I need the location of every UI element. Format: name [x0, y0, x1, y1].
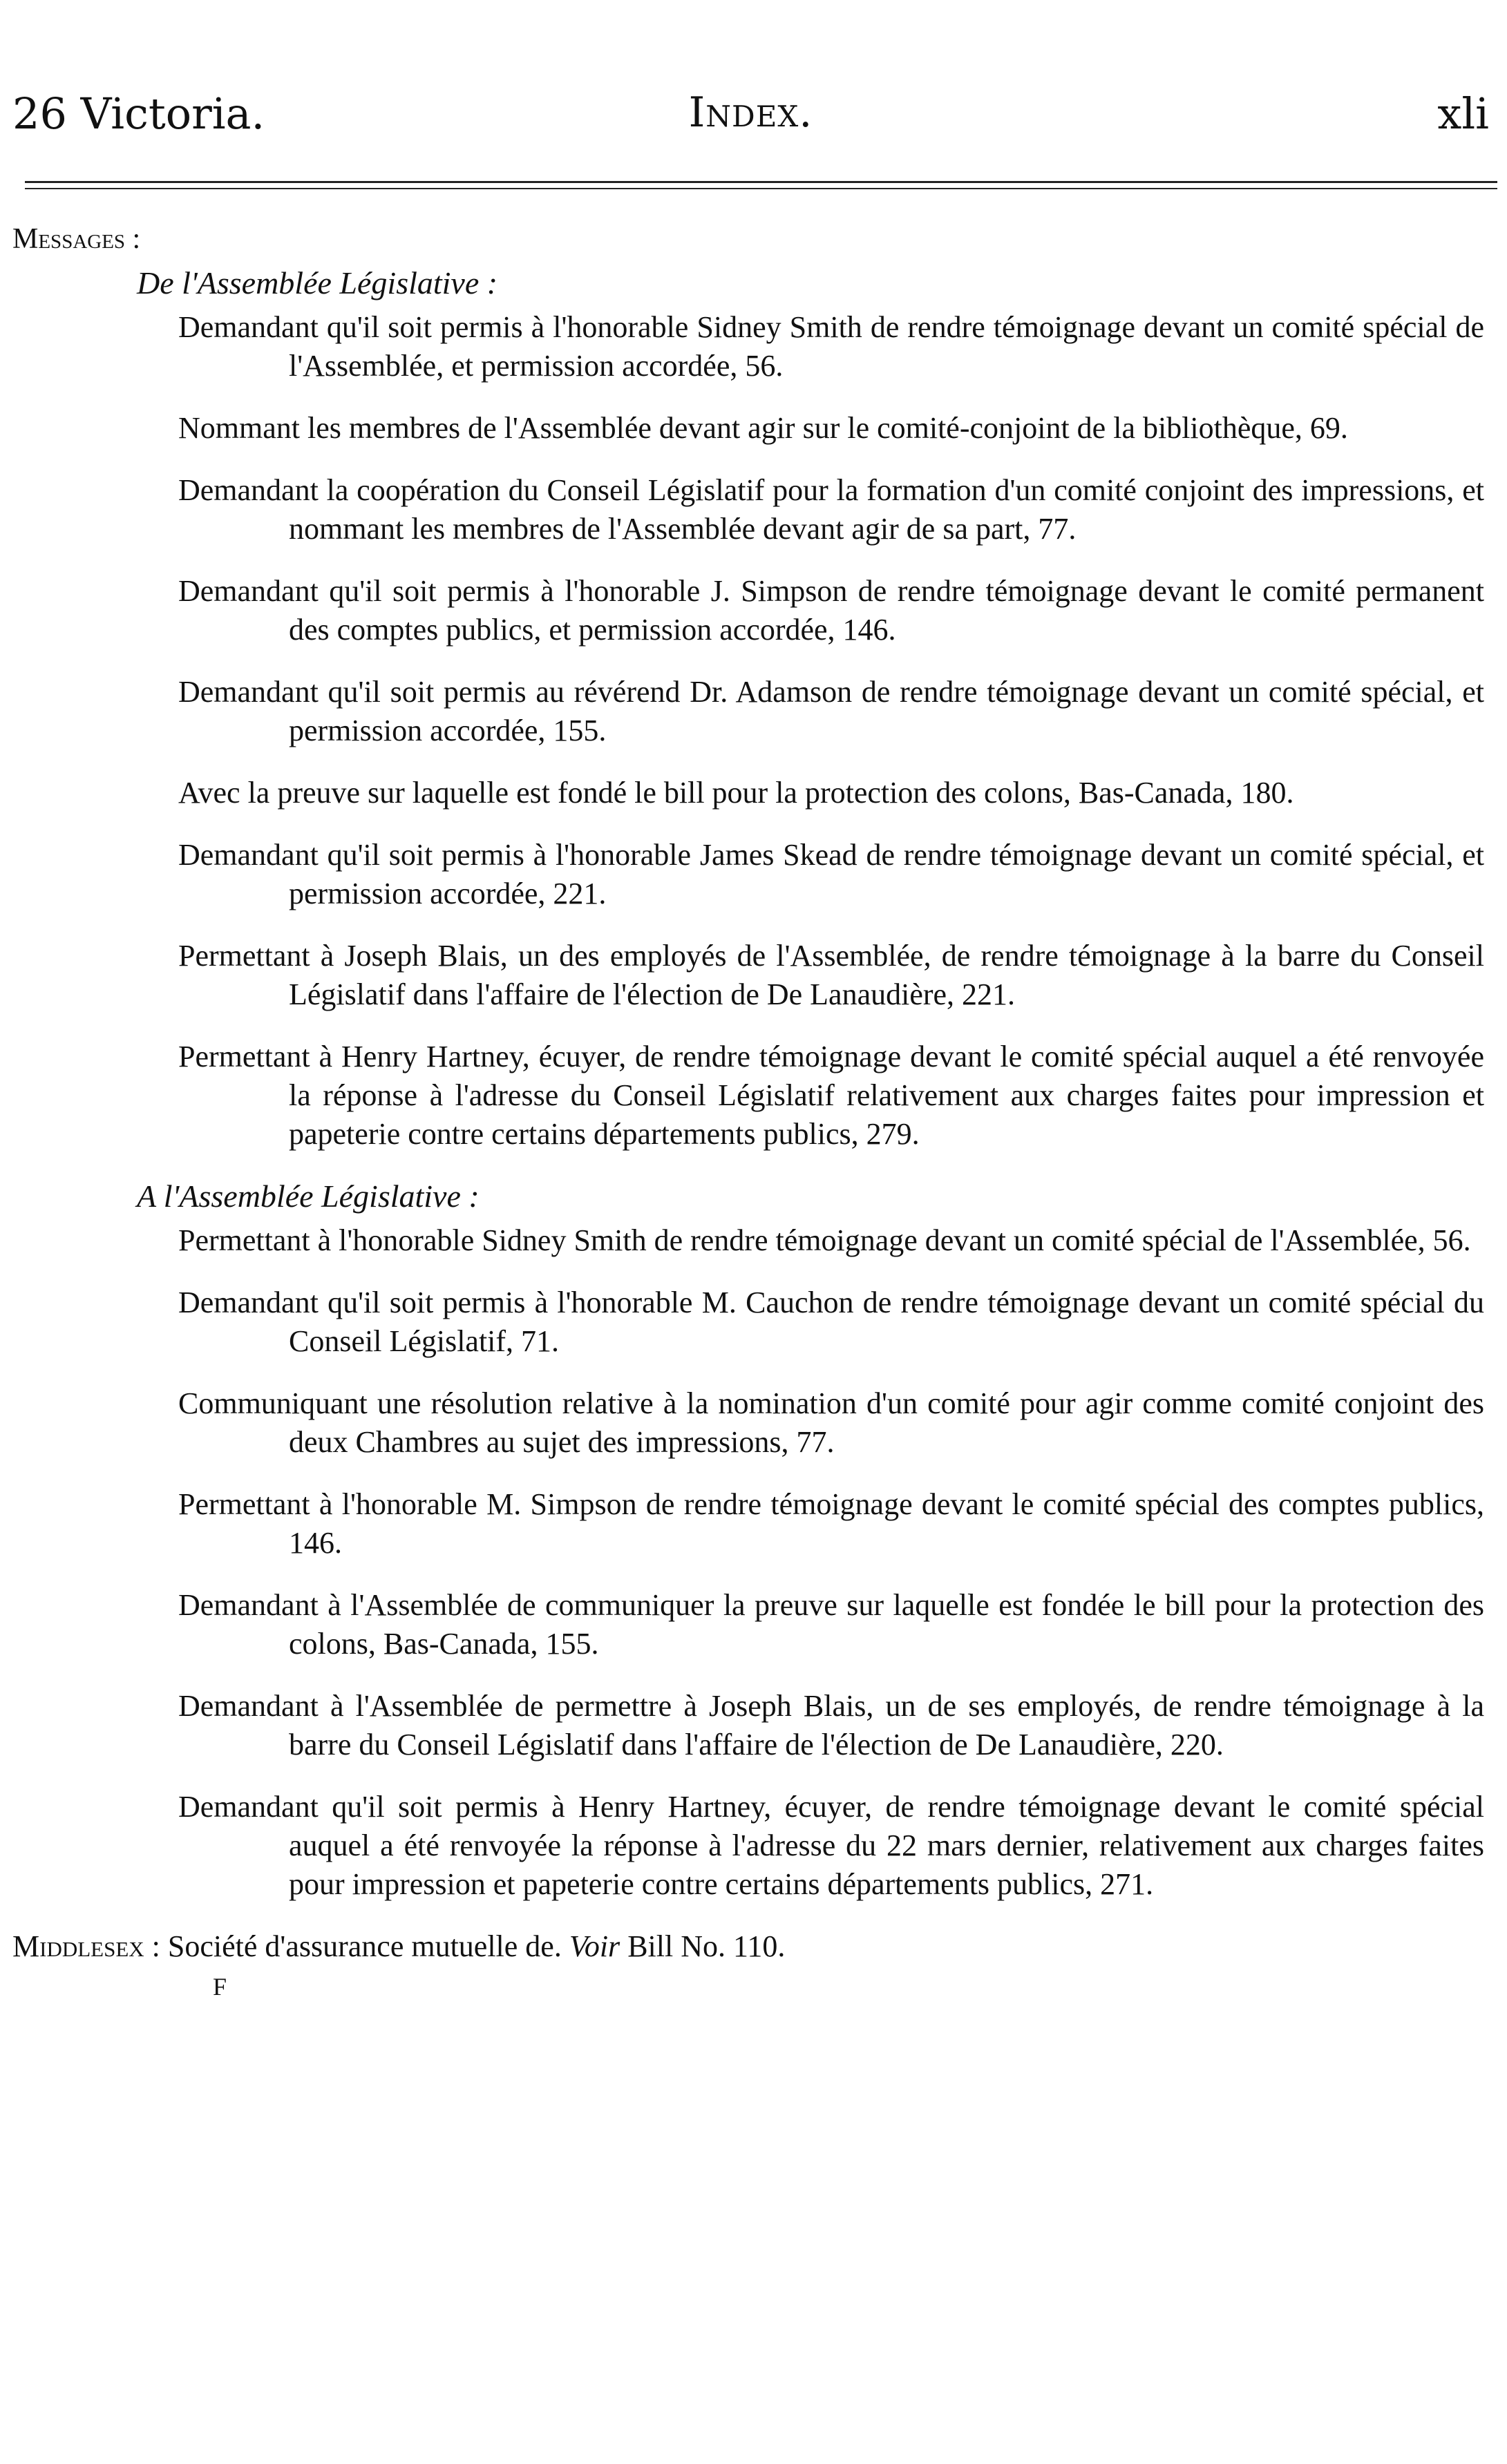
index-entry: Demandant qu'il soit permis au révérend Dr. Adamson de rendre témoignage devant un comité spécial, et permission accordée, 155.	[178, 675, 1484, 747]
group-to-assembly	[12, 1177, 1484, 1904]
index-entry: Demandant à l'Assemblée de permettre à Joseph Blais, un de ses employés, de rendre témoignage à la barre du Conseil Législatif dans l'affaire de l'élection de De Lanaudière, 220.	[178, 1689, 1484, 1761]
group-heading: De l'Assemblée Législative :	[137, 265, 498, 300]
index-entry: Demandant qu'il soit permis à l'honorable M. Cauchon de rendre témoignage devant un comité spécial du Conseil Législatif, 71.	[178, 1286, 1484, 1358]
header-page-number: xli	[1437, 88, 1489, 139]
index-entry: Permettant à l'honorable Sidney Smith de rendre témoignage devant un comité spécial de l'Assemblée, 56.	[178, 1223, 1471, 1257]
signature-mark: F	[213, 1973, 227, 2000]
entry-text: Société d'assurance mutuelle de.	[167, 1929, 562, 1963]
index-entry: Permettant à Henry Hartney, écuyer, de rendre témoignage devant le comité spécial auquel a été renvoyée la réponse à l'adresse du Conseil Législatif relativement aux charges faites pour impression et papeterie contre certains départements publics, 279.	[178, 1040, 1484, 1151]
section-heading: Messages :	[12, 223, 141, 255]
index-entry: Demandant la coopération du Conseil Législatif pour la formation d'un comité conjoint des impressions, et nommant les membres de l'Assemblée devant agir de sa part, 77.	[178, 473, 1484, 546]
header-rule-thin	[25, 188, 1497, 189]
index-entry: Nommant les membres de l'Assemblée devant agir sur le comité-conjoint de la bibliothèque, 69.	[178, 411, 1348, 445]
header-title: Index.	[688, 88, 813, 137]
index-entry: Permettant à l'honorable M. Simpson de rendre témoignage devant le comité spécial des comptes publics, 146.	[178, 1487, 1484, 1560]
see-reference-word: Voir	[569, 1929, 620, 1963]
index-entry: Communiquant une résolution relative à la nomination d'un comité pour agir comme comité conjoint des deux Chambres au sujet des impressions, 77.	[178, 1386, 1484, 1459]
group-heading: A l'Assemblée Législative :	[137, 1178, 480, 1214]
index-entry: Demandant qu'il soit permis à l'honorable James Skead de rendre témoignage devant un comité spécial, et permission accordée, 221.	[178, 838, 1484, 910]
running-header	[12, 88, 1489, 137]
index-entry: Demandant qu'il soit permis à Henry Hartney, écuyer, de rendre témoignage devant le comité spécial auquel a été renvoyée la réponse à l'adresse du 22 mars dernier, relativement aux charges faites pour impression et papeterie contre certains départements publics, 271.	[178, 1790, 1484, 1901]
group-from-assembly	[12, 264, 1484, 1154]
index-content	[12, 220, 1484, 2006]
index-entry: Demandant à l'Assemblée de communiquer la preuve sur laquelle est fondée le bill pour la protection des colons, Bas-Canada, 155.	[178, 1588, 1484, 1661]
header-rule-thick	[25, 181, 1497, 183]
index-entry: Demandant qu'il soit permis à l'honorable J. Simpson de rendre témoignage devant le comité permanent des comptes publics, et permission accordée, 146.	[178, 574, 1484, 647]
bill-reference: Bill No. 110.	[627, 1929, 786, 1963]
middlesex-entry	[12, 1927, 1484, 1966]
entry-label: Middlesex :	[12, 1929, 160, 1963]
index-entry: Avec la preuve sur laquelle est fondé le bill pour la protection des colons, Bas-Canada, 180.	[178, 776, 1294, 810]
index-entry: Demandant qu'il soit permis à l'honorable Sidney Smith de rendre témoignage devant un comité spécial de l'Assemblée, et permission accordée, 56.	[178, 310, 1484, 383]
header-volume: 26 Victoria.	[12, 88, 265, 139]
index-entry: Permettant à Joseph Blais, un des employés de l'Assemblée, de rendre témoignage à la barre du Conseil Législatif dans l'affaire de l'élection de De Lanaudière, 221.	[178, 939, 1484, 1011]
